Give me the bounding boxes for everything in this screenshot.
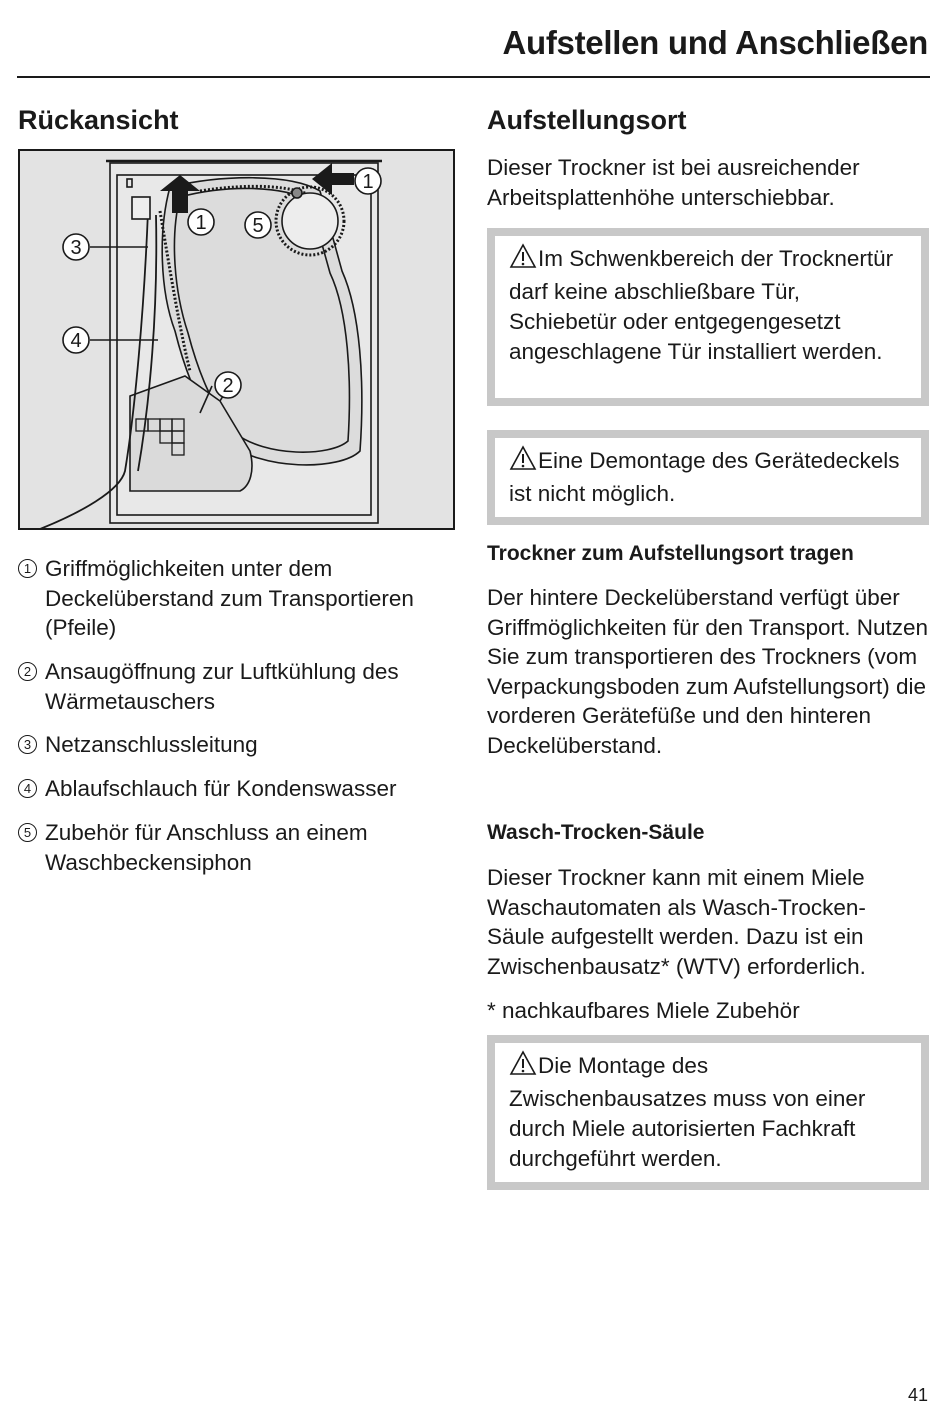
legend-number: 3 xyxy=(18,735,37,754)
warning-box xyxy=(487,1035,929,1190)
callout-label: 5 xyxy=(252,215,264,237)
legend-number: 5 xyxy=(18,823,37,842)
warning-text: Eine Demontage des Gerätedeckels ist nicht möglich. xyxy=(509,448,900,506)
warning-text: Im Schwenkbereich der Trocknertür darf keine abschließbare Tür, Schiebetür oder entgegengesetzt angeschlagene Tür installiert werden. xyxy=(509,246,894,364)
callout-label: 3 xyxy=(70,237,82,259)
warning-triangle-icon xyxy=(509,243,537,277)
callout-label: 4 xyxy=(70,330,82,352)
heading-transport: Trockner zum Aufstellungsort tragen xyxy=(487,542,854,565)
warning-box xyxy=(487,228,929,406)
transport-paragraph: Der hintere Deckelüberstand verfügt über Griffmöglichkeiten für den Transport. Nutzen Sie zum transportieren des Trockners (vom Verpackungsboden zum Aufstellungsort) die vorderen Gerätefüße und den hinteren Deckelüberstand. xyxy=(487,585,929,758)
legend-text: Netzanschlussleitung xyxy=(45,732,258,757)
wts-paragraph: Dieser Trockner kann mit einem Miele Waschautomaten als Wasch-Trocken-Säule aufgestellt werden. Dazu ist ein Zwischenbausatz* (WTV) erforderlich. xyxy=(487,865,866,979)
heading-wasch-trocken-saeule: Wasch-Trocken-Säule xyxy=(487,821,705,844)
dryer-rear-view-illustration xyxy=(18,149,455,530)
warning-triangle-icon xyxy=(509,445,537,479)
heading-rueckansicht: Rückansicht xyxy=(18,105,179,135)
legend-item xyxy=(18,774,458,804)
page-number: 41 xyxy=(907,1385,928,1405)
legend-item xyxy=(18,657,458,716)
legend-number: 4 xyxy=(18,779,37,798)
legend-text: Zubehör für Anschluss an einem Waschbeckensiphon xyxy=(45,820,368,875)
legend-text: Ansaugöffnung zur Luftkühlung des Wärmetauschers xyxy=(45,659,399,714)
warning-triangle-icon xyxy=(509,1050,537,1084)
legend-text: Ablaufschlauch für Kondenswasser xyxy=(45,776,397,801)
callout-label: 2 xyxy=(222,375,234,397)
legend-item xyxy=(18,818,458,877)
warning-text: Die Montage des Zwischenbausatzes muss von einer durch Miele autorisierten Fachkraft durchgeführt werden. xyxy=(509,1053,866,1171)
heading-aufstellungsort: Aufstellungsort xyxy=(487,105,687,135)
footnote: * nachkaufbares Miele Zubehör xyxy=(487,998,800,1023)
legend-number: 2 xyxy=(18,662,37,681)
intro-paragraph: Dieser Trockner ist bei ausreichender Arbeitsplattenhöhe unterschiebbar. xyxy=(487,155,860,210)
legend-item xyxy=(18,730,458,760)
callout-label: 1 xyxy=(195,212,207,234)
legend-text: Griffmöglichkeiten unter dem Deckelüberstand zum Transportieren (Pfeile) xyxy=(45,556,414,640)
legend-item xyxy=(18,554,458,643)
header-rule xyxy=(17,76,930,78)
legend-number: 1 xyxy=(18,559,37,578)
warning-box xyxy=(487,430,929,525)
page-section-title: Aufstellen und Anschließen xyxy=(502,24,928,61)
callout-label: 1 xyxy=(362,171,374,193)
